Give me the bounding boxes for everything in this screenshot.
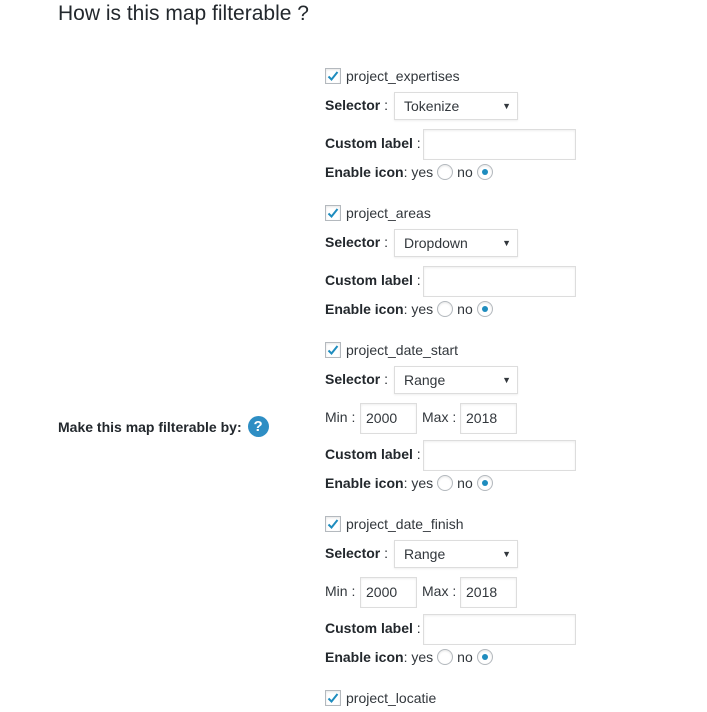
checkmark-icon bbox=[327, 518, 339, 530]
no-label: no bbox=[457, 301, 473, 317]
custom-label-input[interactable] bbox=[423, 440, 576, 471]
checkmark-icon bbox=[327, 207, 339, 219]
max-label: Max : bbox=[422, 409, 457, 425]
checkmark-icon bbox=[327, 70, 339, 82]
checkmark-icon bbox=[327, 692, 339, 704]
filter-name: project_date_start bbox=[346, 342, 459, 358]
filterable-by-label bbox=[58, 416, 269, 437]
chevron-down-icon: ▼ bbox=[502, 375, 511, 385]
chevron-down-icon: ▼ bbox=[502, 549, 511, 559]
custom-label-label: Custom label : bbox=[325, 620, 421, 636]
enable-icon-yes-radio[interactable] bbox=[437, 649, 453, 665]
filter-checkbox-row[interactable] bbox=[325, 204, 431, 222]
enable-icon-label: Enable icon bbox=[325, 649, 404, 665]
max-label: Max : bbox=[422, 583, 457, 599]
enable-icon-row: Enable icon : yes no bbox=[325, 649, 497, 665]
enable-icon-row: Enable icon : yes no bbox=[325, 164, 497, 180]
checkbox[interactable] bbox=[325, 690, 341, 706]
custom-label-input[interactable] bbox=[423, 266, 576, 297]
custom-label-label: Custom label : bbox=[325, 272, 421, 288]
selector-label: Selector : bbox=[325, 371, 389, 387]
filter-name: project_locatie bbox=[346, 690, 437, 706]
help-icon[interactable]: ? bbox=[248, 416, 269, 437]
checkbox[interactable] bbox=[325, 205, 341, 221]
yes-label: yes bbox=[411, 649, 434, 665]
enable-icon-no-radio[interactable] bbox=[477, 164, 493, 180]
selector-label: Selector : bbox=[325, 545, 389, 561]
selector-value: Tokenize bbox=[404, 98, 460, 114]
filter-name: project_areas bbox=[346, 205, 431, 221]
no-label: no bbox=[457, 475, 473, 491]
enable-icon-label: Enable icon bbox=[325, 301, 404, 317]
selector-dropdown[interactable] bbox=[394, 366, 518, 394]
radio-selected-dot bbox=[482, 480, 488, 486]
checkbox[interactable] bbox=[325, 342, 341, 358]
selector-dropdown[interactable] bbox=[394, 540, 518, 568]
custom-label-input[interactable] bbox=[423, 614, 576, 645]
selector-value: Range bbox=[404, 546, 446, 562]
radio-selected-dot bbox=[482, 306, 488, 312]
no-label: no bbox=[457, 164, 473, 180]
enable-icon-label: Enable icon bbox=[325, 475, 404, 491]
chevron-down-icon: ▼ bbox=[502, 101, 511, 111]
min-input[interactable]: 2000 bbox=[360, 403, 417, 434]
max-input[interactable]: 2018 bbox=[460, 577, 517, 608]
filter-name: project_date_finish bbox=[346, 516, 464, 532]
radio-selected-dot bbox=[482, 169, 488, 175]
selector-label: Selector : bbox=[325, 97, 389, 113]
selector-value: Range bbox=[404, 372, 446, 388]
selector-label: Selector : bbox=[325, 234, 389, 250]
selector-dropdown[interactable] bbox=[394, 92, 518, 120]
min-label: Min : bbox=[325, 409, 356, 425]
chevron-down-icon: ▼ bbox=[502, 238, 511, 248]
filterable-by-text: Make this map filterable by: bbox=[58, 418, 242, 435]
checkbox[interactable] bbox=[325, 68, 341, 84]
custom-label-input[interactable] bbox=[423, 129, 576, 160]
enable-icon-label: Enable icon bbox=[325, 164, 404, 180]
enable-icon-yes-radio[interactable] bbox=[437, 301, 453, 317]
yes-label: yes bbox=[411, 301, 434, 317]
enable-icon-yes-radio[interactable] bbox=[437, 475, 453, 491]
yes-label: yes bbox=[411, 475, 434, 491]
selector-dropdown[interactable] bbox=[394, 229, 518, 257]
enable-icon-no-radio[interactable] bbox=[477, 649, 493, 665]
enable-icon-yes-radio[interactable] bbox=[437, 164, 453, 180]
selector-value: Dropdown bbox=[404, 235, 468, 251]
page-title: How is this map filterable ? bbox=[58, 2, 309, 25]
max-input[interactable]: 2018 bbox=[460, 403, 517, 434]
filter-checkbox-row[interactable] bbox=[325, 515, 464, 533]
checkmark-icon bbox=[327, 344, 339, 356]
checkbox[interactable] bbox=[325, 516, 341, 532]
filter-checkbox-row[interactable] bbox=[325, 67, 460, 85]
radio-selected-dot bbox=[482, 654, 488, 660]
min-label: Min : bbox=[325, 583, 356, 599]
yes-label: yes bbox=[411, 164, 434, 180]
enable-icon-no-radio[interactable] bbox=[477, 475, 493, 491]
filter-checkbox-row[interactable] bbox=[325, 341, 458, 359]
enable-icon-row: Enable icon : yes no bbox=[325, 475, 497, 491]
custom-label-label: Custom label : bbox=[325, 446, 421, 462]
filter-name: project_expertises bbox=[346, 68, 460, 84]
filter-checkbox-row[interactable] bbox=[325, 689, 436, 707]
min-input[interactable]: 2000 bbox=[360, 577, 417, 608]
enable-icon-no-radio[interactable] bbox=[477, 301, 493, 317]
enable-icon-row: Enable icon : yes no bbox=[325, 301, 497, 317]
no-label: no bbox=[457, 649, 473, 665]
custom-label-label: Custom label : bbox=[325, 135, 421, 151]
